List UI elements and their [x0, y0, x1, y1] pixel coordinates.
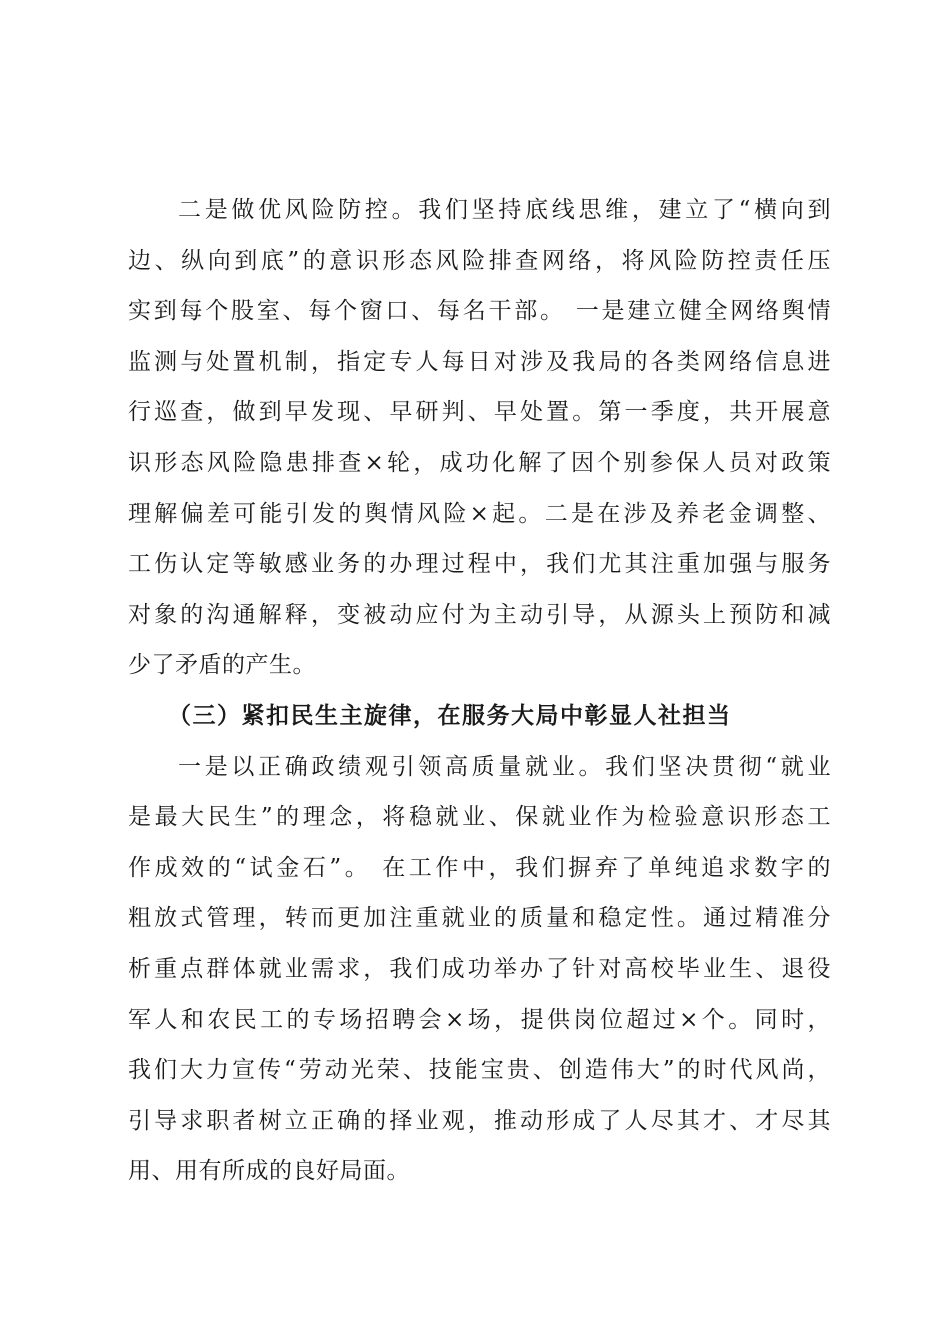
paragraph-line: 行巡查，做到早发现、早研判、早处置。第一季度，共开展意 — [128, 399, 831, 426]
paragraph-line: 我们大力宣传“劳动光荣、技能宝贵、创造伟大”的时代风尚， — [128, 1057, 831, 1084]
paragraph-line: 是最大民生”的理念，将稳就业、保就业作为检验意识形态工 — [128, 804, 831, 831]
paragraph-line: 工伤认定等敏感业务的办理过程中，我们尤其注重加强与服务 — [128, 551, 831, 578]
paragraph-line: 军人和农民工的专场招聘会×场，提供岗位超过×个。同时， — [128, 1006, 831, 1033]
paragraph-line: 作成效的“试金石”。 在工作中，我们摒弃了单纯追求数字的 — [128, 854, 831, 881]
paragraph-line: 监测与处置机制，指定专人每日对涉及我局的各类网络信息进 — [128, 348, 831, 375]
paragraph-line: 实到每个股室、每个窗口、每名干部。 一是建立健全网络舆情 — [128, 298, 831, 325]
paragraph-line: 对象的沟通解释，变被动应付为主动引导，从源头上预防和减 — [128, 601, 831, 628]
paragraph-line: 边、纵向到底”的意识形态风险排查网络，将风险防控责任压 — [128, 247, 831, 274]
paragraph-line: 二是做优风险防控。我们坚持底线思维，建立了“横向到 — [178, 197, 831, 223]
paragraph-line: 析重点群体就业需求，我们成功举办了针对高校毕业生、退役 — [128, 955, 831, 982]
section-heading: （三）紧扣民生主旋律，在服务大局中彰显人社担当 — [168, 702, 732, 729]
paragraph-line: 识形态风险隐患排查×轮，成功化解了因个别参保人员对政策 — [128, 449, 831, 476]
paragraph-line: 用、用有所成的良好局面。 — [128, 1158, 410, 1185]
paragraph-line: 一是以正确政绩观引领高质量就业。我们坚决贯彻“就业 — [178, 753, 831, 780]
paragraph-line: 少了矛盾的产生。 — [128, 652, 316, 679]
paragraph-line: 引导求职者树立正确的择业观，推动形成了人尽其才、才尽其 — [128, 1107, 831, 1134]
document-body — [128, 185, 831, 1197]
paragraph-line: 理解偏差可能引发的舆情风险×起。二是在涉及养老金调整、 — [128, 500, 831, 527]
paragraph-line: 粗放式管理，转而更加注重就业的质量和稳定性。通过精准分 — [128, 905, 831, 932]
